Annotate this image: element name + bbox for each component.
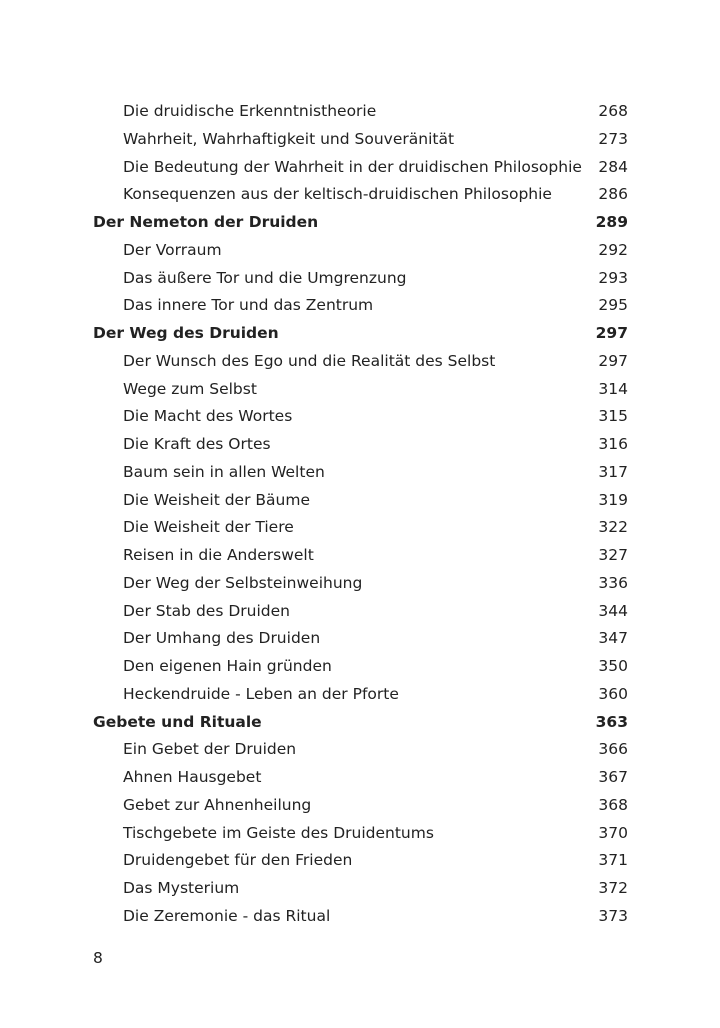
- toc-entry-page: 371: [598, 851, 628, 870]
- toc-entry-page: 350: [598, 657, 628, 675]
- toc-entry-row: [0, 348, 720, 376]
- toc-entry-page: 284: [598, 157, 628, 176]
- toc-entry-title: Der Weg der Selbsteinweihung: [123, 573, 363, 592]
- toc-entry-page: 336: [598, 573, 628, 592]
- toc-entry-title: Der Wunsch des Ego und die Realität des Selbst: [123, 351, 496, 370]
- toc-chapter-title: Der Nemeton der Druiden: [93, 213, 319, 231]
- toc-entry-row: [0, 487, 720, 515]
- toc-chapter-title: Der Weg des Druiden: [93, 324, 279, 342]
- toc-entry-row: [0, 820, 720, 848]
- toc-entry-row: [0, 376, 720, 404]
- toc-chapter-title: Gebete und Rituale: [93, 712, 262, 731]
- toc-entry-row: [0, 542, 720, 570]
- toc-entry-title: Reisen in die Anderswelt: [123, 546, 314, 564]
- table-of-contents: [0, 98, 720, 931]
- toc-entry-title: Die Macht des Wortes: [123, 407, 293, 426]
- toc-entry-title: Konsequenzen aus der keltisch-druidischen Philosophie: [123, 185, 552, 204]
- toc-chapter-page: 289: [595, 213, 628, 231]
- toc-entry-page: 367: [598, 768, 628, 786]
- toc-entry-row: [0, 237, 720, 265]
- toc-entry-row: [0, 847, 720, 875]
- toc-entry-page: 344: [598, 601, 628, 620]
- toc-entry-page: 372: [598, 879, 628, 897]
- toc-entry-title: Baum sein in allen Welten: [123, 462, 325, 481]
- toc-entry-title: Die Kraft des Ortes: [123, 435, 271, 453]
- toc-entry-title: Druidengebet für den Frieden: [123, 851, 353, 870]
- toc-entry-row: [0, 653, 720, 681]
- toc-entry-row: [0, 403, 720, 431]
- toc-entry-row: [0, 98, 720, 126]
- toc-entry-title: Die druidische Erkenntnistheorie: [123, 102, 377, 120]
- toc-entry-page: 293: [598, 268, 628, 287]
- toc-entry-row: [0, 681, 720, 709]
- toc-entry-page: 319: [598, 490, 628, 509]
- toc-entry-row: [0, 431, 720, 459]
- toc-entry-page: 314: [598, 379, 628, 398]
- toc-chapter-page: 297: [595, 324, 628, 342]
- toc-entry-page: 370: [598, 823, 628, 842]
- toc-entry-row: [0, 598, 720, 626]
- toc-chapter-row: [0, 709, 720, 737]
- toc-entry-row: [0, 181, 720, 209]
- toc-entry-title: Heckendruide - Leben an der Pforte: [123, 684, 399, 703]
- toc-entry-page: 317: [598, 462, 628, 481]
- toc-entry-row: [0, 126, 720, 154]
- toc-entry-row: [0, 265, 720, 293]
- toc-entry-page: 322: [598, 518, 628, 537]
- toc-entry-row: [0, 875, 720, 903]
- toc-entry-page: 292: [598, 240, 628, 259]
- toc-entry-title: Das innere Tor und das Zentrum: [123, 296, 374, 315]
- toc-entry-title: Der Stab des Druiden: [123, 601, 290, 620]
- toc-entry-page: 297: [598, 351, 628, 370]
- toc-entry-title: Die Weisheit der Tiere: [123, 518, 294, 537]
- toc-entry-page: 295: [598, 296, 628, 315]
- toc-entry-title: Das äußere Tor und die Umgrenzung: [123, 268, 407, 287]
- toc-entry-title: Den eigenen Hain gründen: [123, 657, 332, 675]
- toc-entry-page: 315: [598, 407, 628, 426]
- toc-entry-title: Der Umhang des Druiden: [123, 629, 321, 648]
- toc-chapter-row: [0, 320, 720, 348]
- toc-entry-row: [0, 570, 720, 598]
- toc-entry-page: 360: [598, 684, 628, 703]
- toc-entry-page: 273: [598, 129, 628, 148]
- toc-entry-page: 327: [598, 546, 628, 564]
- toc-entry-title: Der Vorraum: [123, 240, 222, 259]
- toc-entry-row: [0, 459, 720, 487]
- toc-entry-title: Die Zeremonie - das Ritual: [123, 906, 331, 925]
- toc-entry-title: Die Bedeutung der Wahrheit in der druidischen Philosophie: [123, 157, 582, 176]
- toc-entry-title: Ahnen Hausgebet: [123, 768, 262, 786]
- toc-entry-title: Das Mysterium: [123, 879, 240, 897]
- toc-entry-row: [0, 764, 720, 792]
- toc-entry-page: 286: [598, 185, 628, 204]
- toc-entry-title: Wege zum Selbst: [123, 379, 257, 398]
- toc-chapter-row: [0, 209, 720, 237]
- toc-entry-page: 373: [598, 906, 628, 925]
- toc-entry-page: 347: [598, 629, 628, 648]
- toc-entry-page: 316: [598, 435, 628, 453]
- toc-entry-page: 366: [598, 740, 628, 759]
- toc-entry-row: [0, 792, 720, 820]
- toc-entry-page: 368: [598, 795, 628, 814]
- toc-chapter-page: 363: [595, 712, 628, 731]
- toc-entry-title: Tischgebete im Geiste des Druidentums: [123, 823, 434, 842]
- toc-entry-title: Ein Gebet der Druiden: [123, 740, 297, 759]
- toc-entry-row: [0, 514, 720, 542]
- toc-entry-title: Wahrheit, Wahrhaftigkeit und Souveränität: [123, 129, 455, 148]
- page-number: 8: [93, 949, 103, 967]
- toc-entry-row: [0, 736, 720, 764]
- toc-entry-page: 268: [598, 102, 628, 120]
- toc-entry-title: Gebet zur Ahnenheilung: [123, 795, 312, 814]
- toc-entry-row: [0, 625, 720, 653]
- toc-entry-row: [0, 154, 720, 182]
- toc-entry-row: [0, 292, 720, 320]
- toc-entry-title: Die Weisheit der Bäume: [123, 490, 310, 509]
- toc-entry-row: [0, 903, 720, 931]
